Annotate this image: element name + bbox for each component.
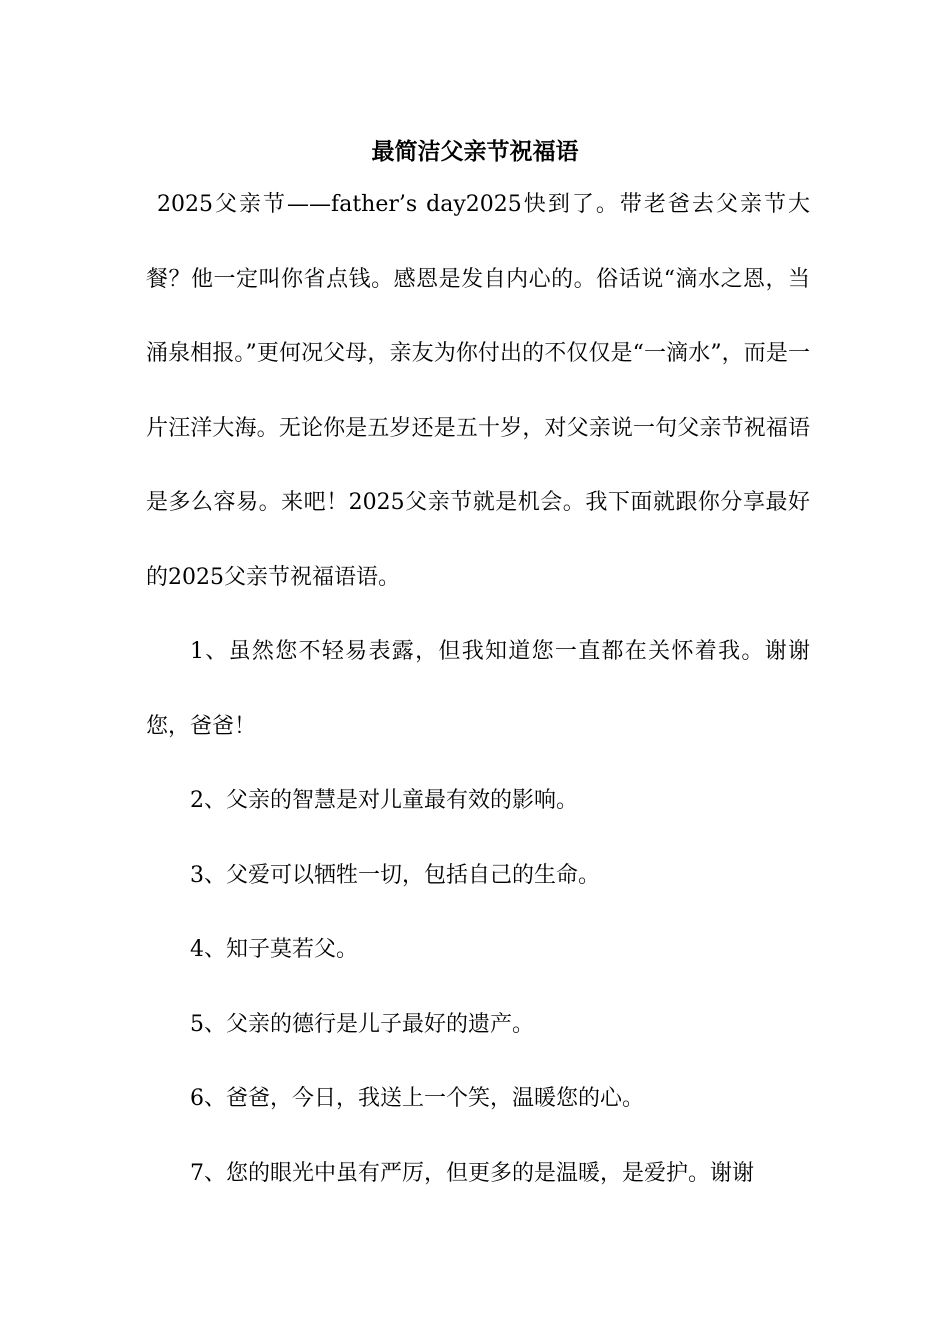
wish-item-6: 6、爸爸，今日，我送上一个笑，温暖您的心。 [190, 1086, 644, 1111]
document-title: 最简洁父亲节祝福语 [371, 138, 579, 165]
intro-paragraph: 2025父亲节——father’s day2025快到了。带老爸去父亲节大餐？他一定叫你省点钱。感恩是发自内心的。俗话说“滴水之恩，当涌泉相报。”更何况父母，亲友为你付出的不仅仅是“一滴水”，而是一片汪洋大海。无论你是五岁还是五十岁，对父亲说一句父亲节祝福语是多么容易。来吧！2025父亲节就是机会。我下面就跟你分享最好的2025父亲节祝福语语。 [146, 192, 810, 590]
wish-item-2: 2、父亲的智慧是对儿童最有效的影响。 [190, 788, 578, 813]
document-body [146, 168, 810, 1211]
wish-item-1: 1、虽然您不轻易表露，但我知道您一直都在关怀着我。谢谢您，爸爸！ [146, 639, 810, 739]
wish-item-3: 3、父爱可以牺牲一切，包括自己的生命。 [190, 862, 600, 888]
wish-item-7: 7、您的眼光中虽有严厉，但更多的是温暖，是爱护。谢谢 [190, 1160, 754, 1186]
wish-item-4: 4、知子莫若父。 [190, 937, 358, 962]
wish-item-5: 5、父亲的德行是儿子最好的遗产。 [190, 1011, 534, 1037]
